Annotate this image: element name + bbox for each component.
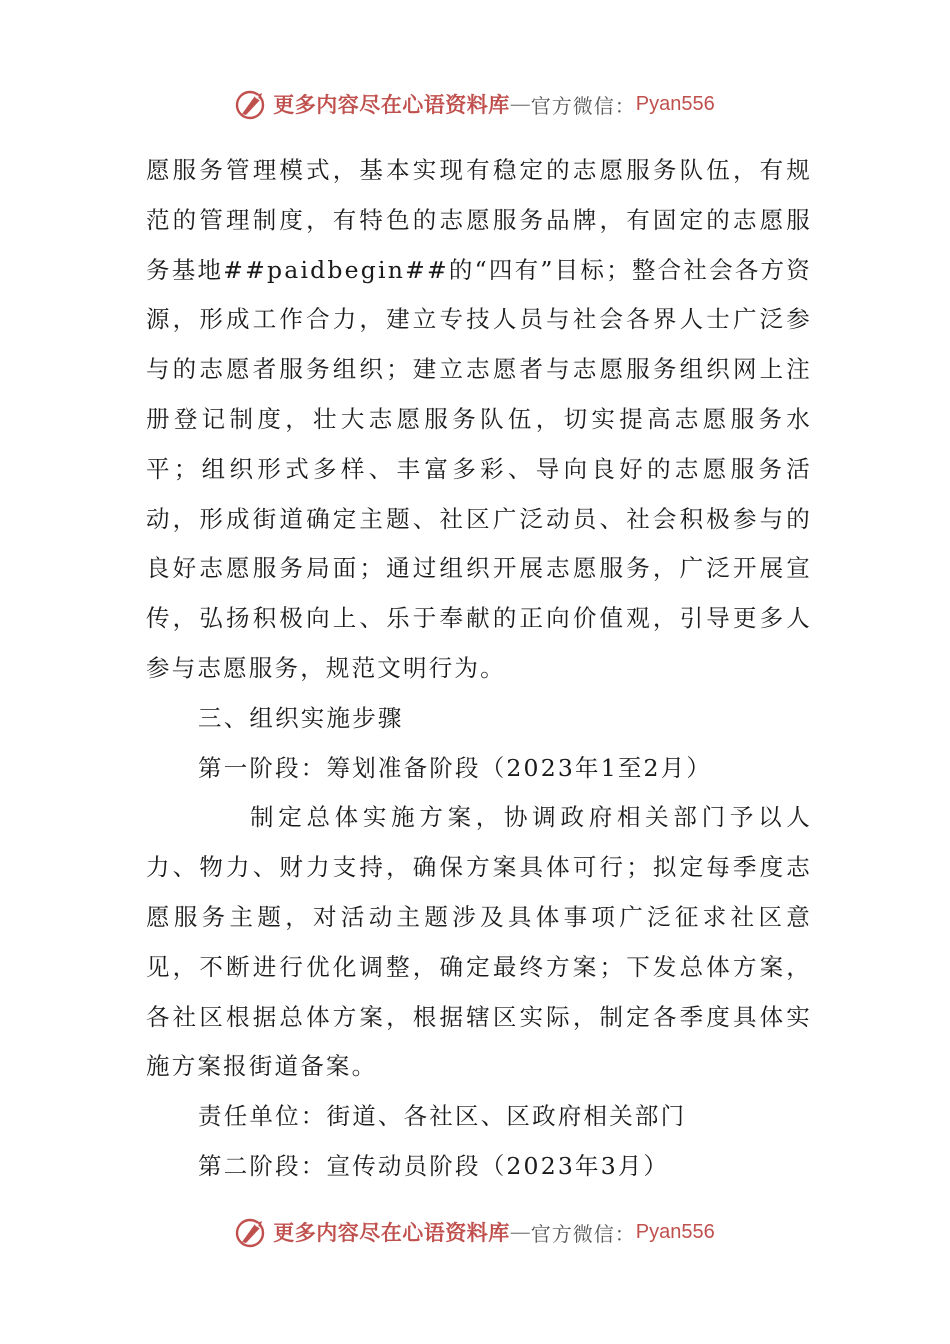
- wechat-id: Pyan556: [635, 1220, 715, 1243]
- official-account-label: 官方微信：: [530, 1221, 636, 1246]
- official-account-label: 官方微信：: [530, 93, 636, 118]
- pen-nib-logo-icon: [235, 87, 269, 121]
- brand-text: 更多内容尽在心语资料库: [273, 1220, 510, 1245]
- brand-separator: —: [509, 1220, 531, 1244]
- document-body: [146, 146, 812, 1192]
- brand-text: 更多内容尽在心语资料库: [273, 92, 510, 117]
- stage-one-heading: 第一阶段：筹划准备阶段（2023年1至2月）: [198, 753, 713, 782]
- section-heading-implementation-steps: 三、组织实施步骤: [198, 703, 404, 732]
- stage-two-heading: 第二阶段：宣传动员阶段（2023年3月）: [198, 1151, 670, 1180]
- body-paragraph-goals: 愿服务管理模式，基本实现有稳定的志愿服务队伍，有规范的管理制度，有特色的志愿服务品牌，有固定的志愿服务基地##paidbegin##的“四有”目标；整合社会各方资源，形成工作合力，建立专技人员与社会各界人士广泛参与的志愿者服务组织；建立志愿者与志愿服务组织网上注册登记制度，壮大志愿服务队伍，切实提高志愿服务水平；组织形式多样、丰富多彩、导向良好的志愿服务活动，形成街道确定主题、社区广泛动员、社会积极参与的良好志愿服务局面；通过组织开展志愿服务，广泛开展宣传，弘扬积极向上、乐于奉献的正向价值观，引导更多人参与志愿服务，规范文明行为。: [146, 156, 812, 682]
- brand-separator: —: [509, 92, 531, 116]
- footer-watermark-banner: [0, 1212, 950, 1252]
- stage-one-paragraph: 制定总体实施方案，协调政府相关部门予以人力、物力、财力支持，确保方案具体可行；拟定每季度志愿服务主题，对活动主题涉及具体事项广泛征求社区意见，不断进行优化调整，确定最终方案；下发总体方案，各社区根据总体方案，根据辖区实际，制定各季度具体实施方案报街道备案。: [146, 803, 812, 1081]
- header-watermark-banner: [0, 84, 950, 124]
- stage-one-responsible-units: 责任单位：街道、各社区、区政府相关部门: [198, 1102, 687, 1131]
- wechat-id: Pyan556: [635, 92, 715, 115]
- pen-nib-logo-icon: [235, 1215, 269, 1249]
